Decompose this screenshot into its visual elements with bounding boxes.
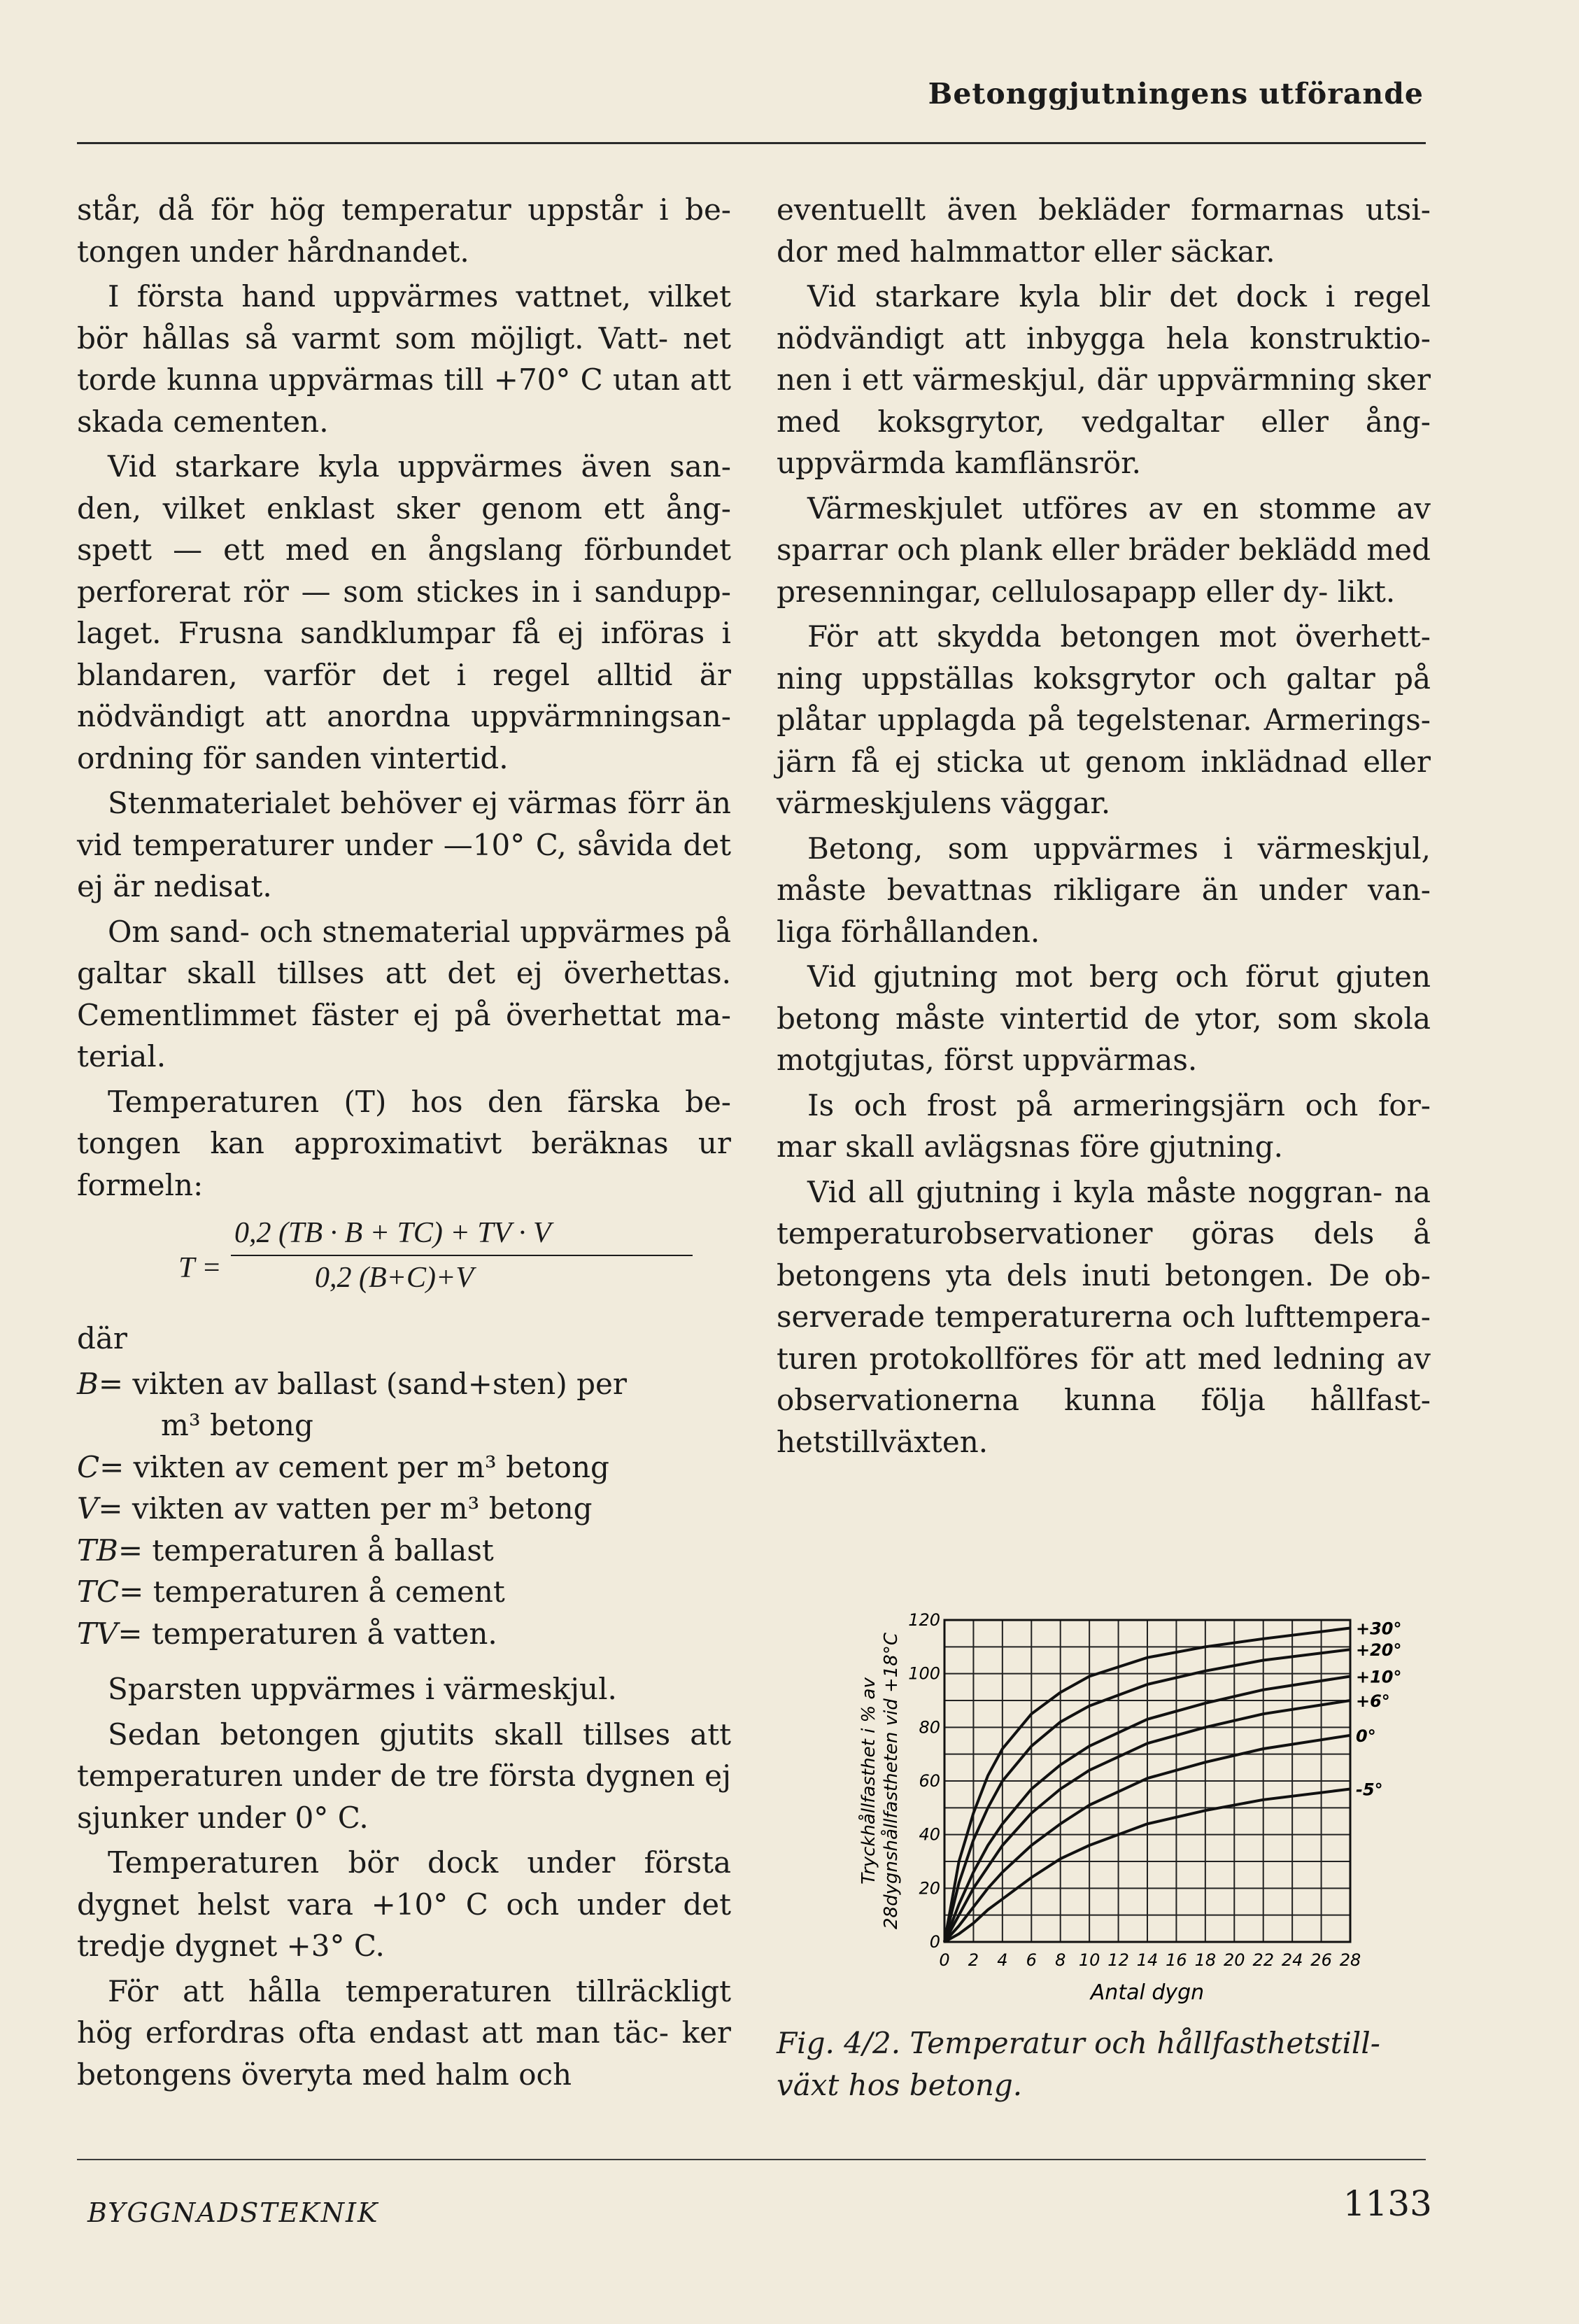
paragraph: För att skydda betongen mot överhett- ning uppställas koksgrytor och galtar på plåtar upplagda på tegelstenar. Armerings- järn få ej sticka ut genom inklädnad eller värmeskjulens väggar. bbox=[777, 619, 1431, 820]
paragraph: I första hand uppvärmes vattnet, vilket bör hållas så varmt som möjligt. Vatt- net torde kunna uppvärmas till +70° C utan att skada cementen. bbox=[77, 279, 731, 439]
paragraph: eventuellt även bekläder formarnas utsi- dor med halmmattor eller säckar. bbox=[777, 192, 1431, 269]
definition-item: TB= temperaturen å ballast bbox=[77, 1533, 494, 1568]
page-number: 1133 bbox=[1343, 2183, 1432, 2224]
paragraph: Sedan betongen gjutits skall tillses att temperaturen under de tre första dygnen ej sjunker under 0° C. bbox=[77, 1717, 731, 1835]
x-axis-label: Antal dygn bbox=[1090, 1980, 1205, 2005]
x-tick-label: 10 bbox=[1078, 1950, 1100, 1970]
x-tick-label: 16 bbox=[1166, 1950, 1187, 1970]
definition-item: C= vikten av cement per m³ betong bbox=[77, 1449, 609, 1484]
left-column bbox=[77, 189, 731, 2099]
header-rule bbox=[77, 142, 1426, 144]
paragraph: Stenmaterialet behöver ej värmas förr än vid temperaturer under —10° C, såvida det ej är nedisat. bbox=[77, 786, 731, 903]
series-label: +20° bbox=[1356, 1640, 1402, 1661]
y-tick-label: 100 bbox=[908, 1663, 940, 1684]
chart-svg bbox=[840, 1599, 1441, 2019]
x-tick-label: 12 bbox=[1107, 1950, 1129, 1970]
strength-chart bbox=[840, 1599, 1441, 2019]
paragraph: Is och frost på armeringsjärn och for- mar skall avlägsnas före gjutning. bbox=[777, 1087, 1431, 1164]
paragraph: står, då för hög temperatur uppstår i be- tongen under hårdnandet. bbox=[77, 192, 731, 269]
paragraph: Sparsten uppvärmes i värmeskjul. bbox=[108, 1672, 617, 1706]
footer-rule bbox=[77, 2159, 1426, 2160]
paragraph: Temperaturen bör dock under första dygnet helst vara +10° C och under det tredje dygnet +3° C. bbox=[77, 1845, 731, 1963]
series-label: +6° bbox=[1356, 1691, 1390, 1711]
x-tick-label: 24 bbox=[1281, 1950, 1303, 1970]
paragraph: Betong, som uppvärmes i värmeskjul, måste bevattnas rikligare än under van- liga förhållanden. bbox=[777, 831, 1431, 949]
definition-item: B= vikten av ballast (sand+sten) per m³ betong bbox=[77, 1366, 627, 1442]
y-axis-label-line1: Tryckhållfasthet i % av bbox=[858, 1677, 879, 1885]
y-tick-label: 120 bbox=[908, 1610, 940, 1630]
x-tick-label: 4 bbox=[997, 1950, 1008, 1970]
x-tick-label: 8 bbox=[1055, 1950, 1066, 1970]
x-tick-label: 0 bbox=[939, 1950, 950, 1970]
x-tick-label: 28 bbox=[1339, 1950, 1361, 1970]
x-tick-label: 26 bbox=[1310, 1950, 1332, 1970]
x-tick-label: 14 bbox=[1136, 1950, 1159, 1970]
x-tick-label: 2 bbox=[968, 1950, 979, 1970]
paragraph: För att hålla temperaturen tillräckligt hög erfordras ofta endast att man täc- ker betongens överyta med halm och bbox=[77, 1973, 731, 2092]
series-label: +10° bbox=[1356, 1667, 1402, 1687]
formula-denominator: 0,2 (B+C)+V bbox=[315, 1262, 474, 1294]
paragraph: Om sand- och stnematerial uppvärmes på galtar skall tillses att det ej överhettas. Cementlimmet fäster ej på överhettat ma- terial. bbox=[77, 914, 731, 1073]
y-tick-label: 0 bbox=[929, 1932, 940, 1952]
y-tick-label: 40 bbox=[919, 1824, 940, 1845]
footer-journal-name: BYGGNADSTEKNIK bbox=[87, 2197, 379, 2228]
series-label: -5° bbox=[1356, 1780, 1383, 1800]
paragraph: Temperaturen (T) hos den färska be- tongen kan approximativt beräknas ur formeln: bbox=[77, 1084, 731, 1202]
y-tick-label: 20 bbox=[919, 1878, 940, 1899]
definition-item: V= vikten av vatten per m³ betong bbox=[77, 1491, 593, 1526]
y-axis-label-line2: 28dygnshållfastheten vid +18°C bbox=[881, 1633, 902, 1929]
dar-label: där bbox=[77, 1321, 128, 1355]
symbol-definitions bbox=[77, 1363, 731, 1655]
x-tick-label: 18 bbox=[1194, 1950, 1217, 1970]
x-tick-label: 22 bbox=[1252, 1950, 1274, 1970]
series-label: +30° bbox=[1356, 1619, 1402, 1639]
x-tick-label: 20 bbox=[1224, 1950, 1245, 1970]
formula-numerator: 0,2 (TB · B + TC) + TV · V bbox=[234, 1217, 551, 1249]
definition-item: TV= temperaturen å vatten. bbox=[77, 1616, 497, 1651]
temperature-formula bbox=[77, 1213, 731, 1318]
formula-lhs: T = bbox=[178, 1252, 222, 1284]
paragraph: Vid all gjutning i kyla måste noggran- na temperaturobservationer göras dels å betongens yta dels inuti betongen. De ob- serverade temperaturerna och lufttempera- turen protokollföres för att med ledning av observationerna kunna följa hållfast- hetstillväxten. bbox=[777, 1174, 1431, 1459]
paragraph: Vid gjutning mot berg och förut gjuten betong måste vintertid de ytor, som skola motgjutas, först uppvärmas. bbox=[777, 959, 1431, 1077]
right-column bbox=[777, 189, 1431, 1466]
figure-caption: Fig. 4/2. Temperatur och hållfasthetstill- växt hos betong. bbox=[777, 2026, 1380, 2102]
y-tick-label: 60 bbox=[919, 1771, 940, 1791]
paragraph: Värmeskjulet utföres av en stomme av sparrar och plank eller bräder beklädd med presenningar, cellulosapapp eller dy- likt. bbox=[777, 491, 1431, 609]
x-tick-label: 6 bbox=[1026, 1950, 1037, 1970]
running-header: Betonggjutningens utförande bbox=[928, 77, 1424, 111]
y-tick-label: 80 bbox=[919, 1717, 940, 1738]
paragraph: Vid starkare kyla uppvärmes även san- den, vilket enklast sker genom ett ång- spett — ett med en ångslang förbundet perforerat rör — som stickes in i sandupp- laget. Frusna sandklumpar få ej införas i blandaren, varför det i regel alltid är nödvändigt att anordna uppvärmningsan- ordning för sanden vintertid. bbox=[77, 449, 731, 775]
series-label: 0° bbox=[1356, 1726, 1376, 1746]
fraction-bar bbox=[231, 1255, 693, 1256]
paragraph: Vid starkare kyla blir det dock i regel nödvändigt att inbygga hela konstruktio- nen i ett värmeskjul, där uppvärmning sker med koksgrytor, vedgaltar eller ång- uppvärmda kamflänsrör. bbox=[777, 279, 1431, 480]
definition-item: TC= temperaturen å cement bbox=[77, 1575, 505, 1609]
